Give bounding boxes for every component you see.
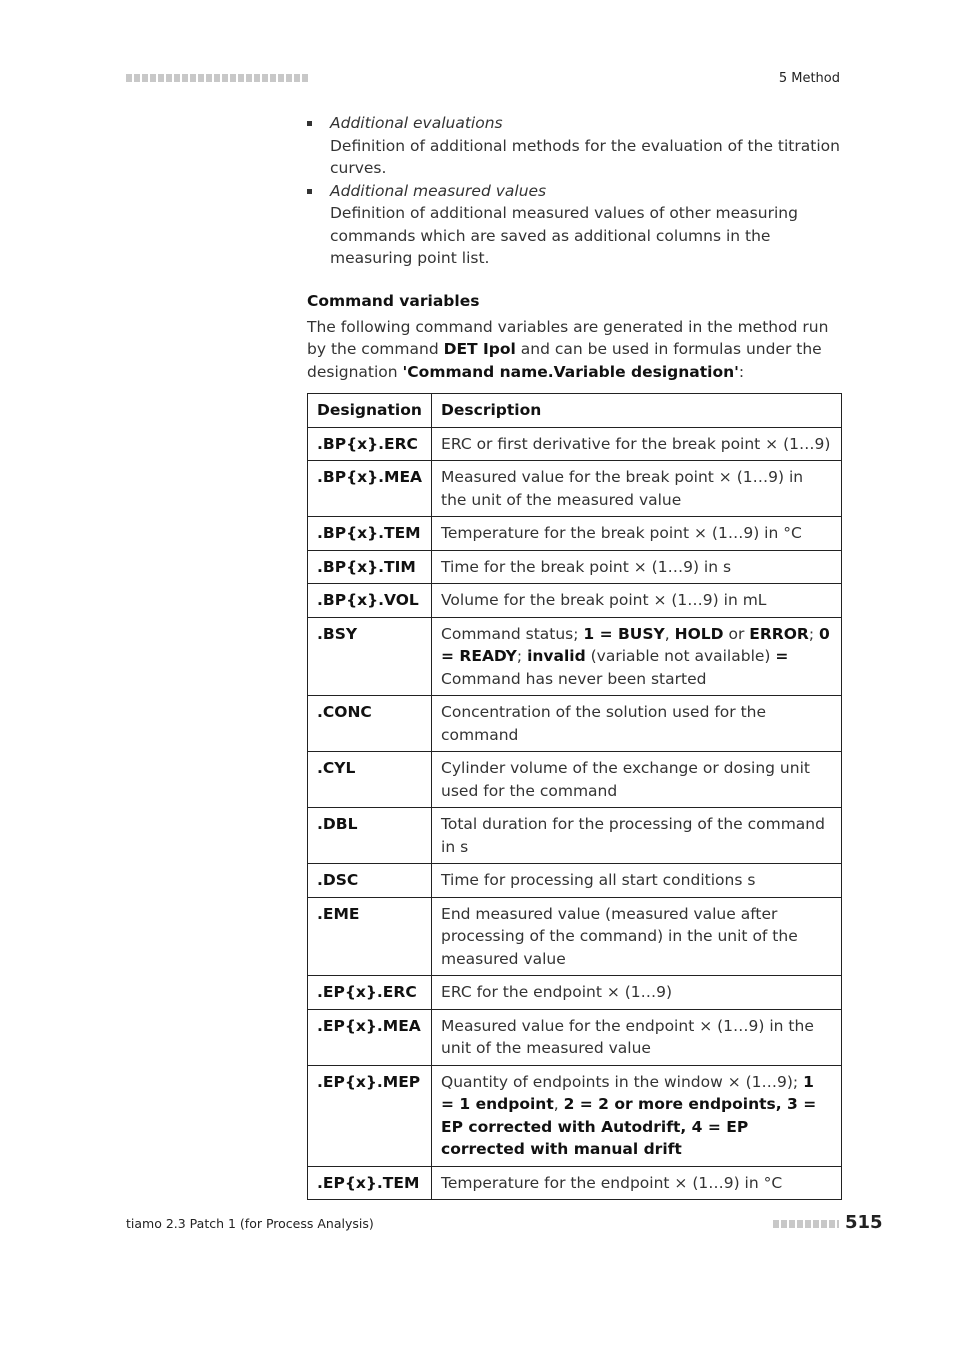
description-segment: 2 = 2 or more endpoints, 3 = EP corrected with Autodrift, 4 = EP corrected with manual drift [441, 1095, 817, 1158]
variable-designation: .EME [308, 897, 432, 976]
table-row [308, 550, 842, 584]
table-row [308, 976, 842, 1010]
variable-designation: .BP{x}.ERC [308, 427, 432, 461]
table-row [308, 584, 842, 618]
variable-description: ERC or first derivative for the break point × (1…9) [432, 427, 842, 461]
chapter-title: 5 Method [778, 71, 840, 86]
list-item-term: Additional evaluations [330, 114, 503, 132]
variable-designation: .BP{x}.MEA [308, 461, 432, 517]
table-row [308, 517, 842, 551]
variable-designation: .EP{x}.ERC [308, 976, 432, 1010]
description-segment: 1 = 1 endpoint [441, 1072, 814, 1113]
list-item [307, 180, 841, 270]
command-variables-table [307, 393, 842, 1200]
description-segment: ; [516, 647, 528, 665]
variable-description: Concentration of the solution used for the command [432, 696, 842, 752]
table-row [308, 864, 842, 898]
bullet-list [307, 112, 841, 270]
list-item-description: Definition of additional methods for the evaluation of the titration curves. [330, 136, 840, 177]
description-segment: Command status; [441, 624, 584, 643]
table-header-row [308, 394, 842, 428]
section-intro [307, 316, 841, 384]
description-segment: Command has never been started [441, 669, 707, 688]
variable-designation: .BSY [308, 617, 432, 696]
designation-format: 'Command name.Variable designation' [402, 362, 739, 381]
variable-description: Total duration for the processing of the command in s [432, 808, 842, 864]
section-heading: Command variables [307, 291, 480, 310]
column-header-designation: Designation [308, 394, 432, 428]
intro-text: and can be used in formulas under the designation [307, 340, 822, 381]
variable-description: Temperature for the break point × (1…9) in °C [432, 517, 842, 551]
description-segment: ERROR [749, 624, 809, 643]
description-segment: HOLD [674, 624, 724, 643]
table-row [308, 1009, 842, 1065]
variable-designation: .DSC [308, 864, 432, 898]
variable-description [432, 1065, 842, 1166]
variable-designation: .CYL [308, 752, 432, 808]
table-row [308, 696, 842, 752]
variable-designation: .CONC [308, 696, 432, 752]
description-segment: , [553, 1095, 564, 1113]
table-row [308, 1166, 842, 1200]
table-row [308, 617, 842, 696]
variable-description: Measured value for the break point × (1…9) in the unit of the measured value [432, 461, 842, 517]
footer-product: tiamo 2.3 Patch 1 (for Process Analysis) [126, 1216, 374, 1231]
variable-designation: .EP{x}.TEM [308, 1166, 432, 1200]
footer-decoration [773, 1220, 839, 1228]
command-name: DET Ipol [443, 340, 516, 358]
variable-description: Volume for the break point × (1…9) in mL [432, 584, 842, 618]
table-row [308, 1065, 842, 1166]
table-body [308, 427, 842, 1200]
header-decoration [126, 74, 308, 82]
description-segment: , [664, 624, 675, 643]
description-segment: 1 = BUSY [583, 624, 665, 643]
variable-description: Time for processing all start conditions s [432, 864, 842, 898]
variable-designation: .BP{x}.TIM [308, 550, 432, 584]
variable-description: Time for the break point × (1…9) in s [432, 550, 842, 584]
variable-description: ERC for the endpoint × (1…9) [432, 976, 842, 1010]
variable-description: Measured value for the endpoint × (1…9) in the unit of the measured value [432, 1009, 842, 1065]
table-row [308, 752, 842, 808]
table-row [308, 461, 842, 517]
intro-text: : [738, 362, 745, 381]
variable-description [432, 617, 842, 696]
table-row [308, 808, 842, 864]
variable-description: End measured value (measured value after processing of the command) in the unit of the measured value [432, 897, 842, 976]
list-item-description: Definition of additional measured values of other measuring commands which are saved as additional columns in the measuring point list. [330, 204, 798, 267]
variable-designation: .BP{x}.VOL [308, 584, 432, 618]
variable-designation: .BP{x}.TEM [308, 517, 432, 551]
variable-designation: .EP{x}.MEP [308, 1065, 432, 1166]
list-item [307, 112, 841, 180]
column-header-description: Description [432, 394, 842, 428]
description-segment: or [723, 624, 750, 643]
variable-designation: .EP{x}.MEA [308, 1009, 432, 1065]
variable-description: Temperature for the endpoint × (1…9) in °C [432, 1166, 842, 1200]
description-segment: 0 = READY [441, 624, 830, 665]
table-row [308, 427, 842, 461]
intro-text: The following command variables are generated in the method run by the command [307, 317, 829, 358]
list-item-term: Additional measured values [330, 181, 547, 200]
description-segment: invalid [527, 647, 586, 665]
page-content [307, 112, 841, 1200]
description-segment: (variable not available) [585, 647, 776, 665]
variable-description: Cylinder volume of the exchange or dosing unit used for the command [432, 752, 842, 808]
description-segment: = [775, 647, 789, 665]
variable-designation: .DBL [308, 808, 432, 864]
table-row [308, 897, 842, 976]
description-segment: ; [808, 624, 819, 643]
description-segment: Quantity of endpoints in the window × (1…9); [441, 1072, 804, 1091]
page-number: 515 [845, 1212, 883, 1233]
